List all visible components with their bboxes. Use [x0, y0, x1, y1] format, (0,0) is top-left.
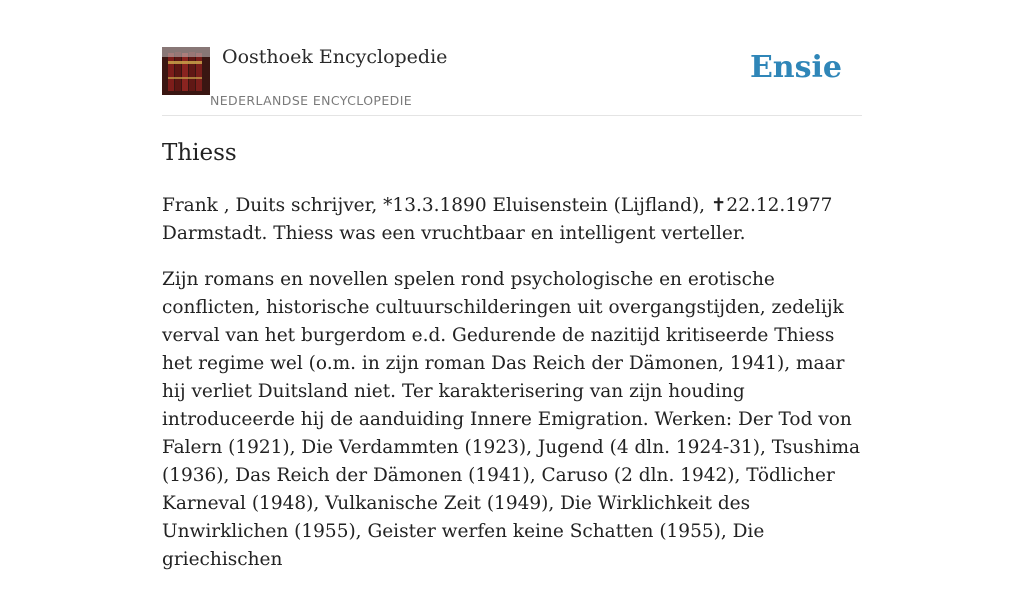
article-title: Thiess: [162, 140, 237, 166]
article-paragraph: Zijn romans en novellen spelen rond psychologische en erotische conflicten, historische cultuurschilderingen uit overgangstijden, zedelijk verval van het burgerdom e.d. Gedurende de nazitijd kritiseerde Thiess het regime wel (o.m. in zijn roman Das Reich der Dämonen, 1941), maar hij verliet Duitsland niet. Ter karakterisering van zijn houding introduceerde hij de aanduiding Innere Emigration. Werken: Der Tod von Falern (1921), Die Verdammten (1923), Jugend (4 dln. 1924-31), Tsushima (1936), Das Reich der Dämonen (1941), Caruso (2 dln. 1942), Tödlicher Karneval (1948), Vulkanische Zeit (1949), Die Wirklichkeit des Unwirklichen (1955), Geister werfen keine Schatten (1955), Die griechischen: [162, 269, 861, 570]
article-body: [162, 192, 862, 592]
site-subtitle: NEDERLANDSE ENCYCLOPEDIE: [210, 93, 413, 108]
site-name[interactable]: Oosthoek Encyclopedie: [222, 46, 448, 68]
site-header: [162, 38, 862, 116]
article-paragraph: Frank , Duits schrijver, *13.3.1890 Eluisenstein (Lijfland), ✝22.12.1977 Darmstadt. Thiess was een vruchtbaar en intelligent verteller.: [162, 195, 833, 244]
encyclopedia-books-icon[interactable]: [162, 47, 210, 95]
ensie-logo[interactable]: Ensie: [749, 50, 842, 85]
